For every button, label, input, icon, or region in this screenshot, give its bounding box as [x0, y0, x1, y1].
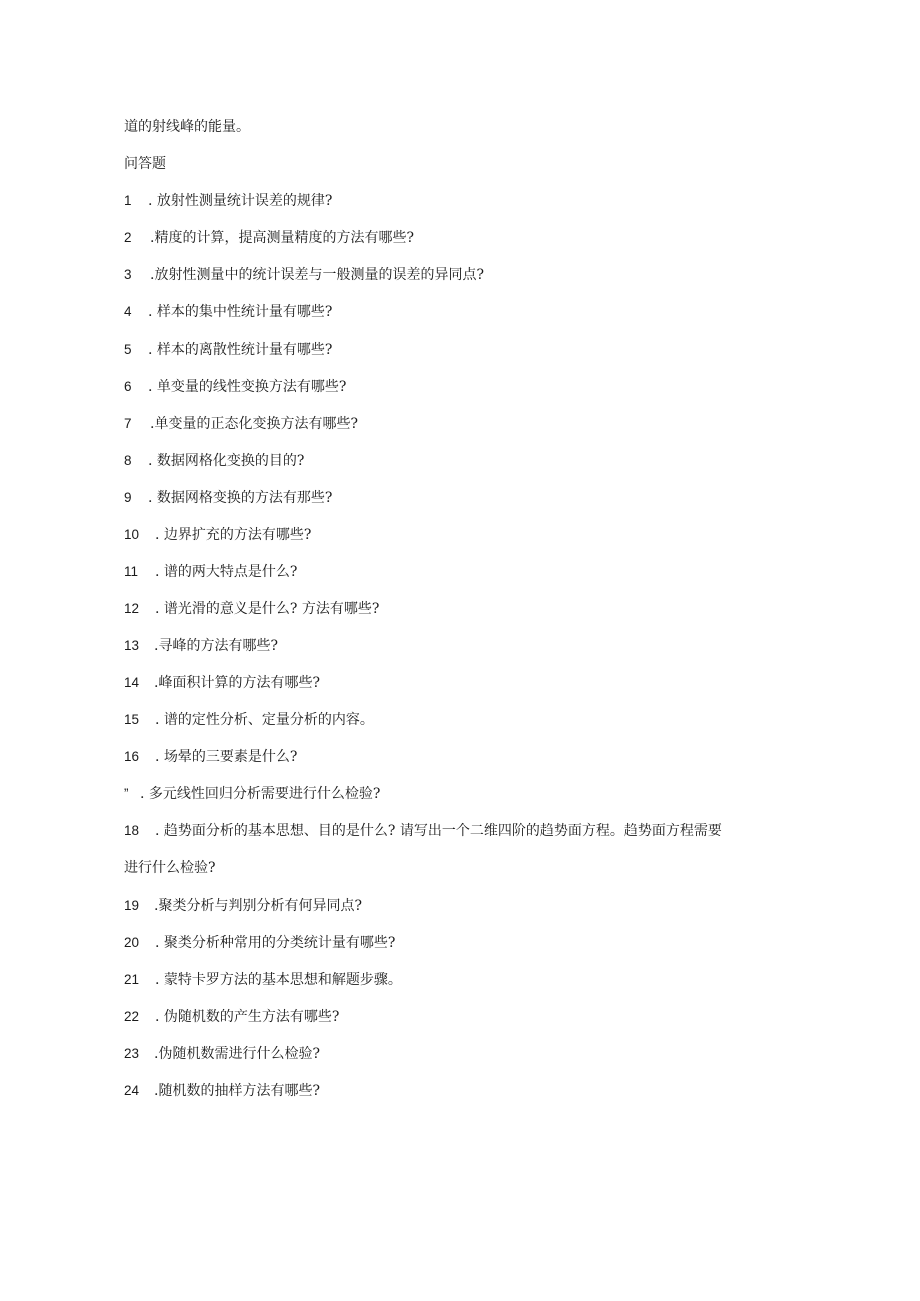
- question-number: 23: [124, 1046, 140, 1061]
- question-number: 1: [124, 193, 132, 208]
- question-text: . 谱的两大特点是什么?: [155, 564, 298, 580]
- question-number: 22: [124, 1009, 140, 1024]
- question-text: . 聚类分析种常用的分类统计量有哪些?: [155, 935, 396, 951]
- question-item: [124, 897, 362, 915]
- question-item: [124, 674, 320, 692]
- question-item: [124, 934, 395, 952]
- question-number: 3: [124, 267, 132, 282]
- question-number: 12: [124, 601, 140, 616]
- intro-text: 道的射线峰的能量。: [124, 119, 250, 135]
- question-number: 13: [124, 638, 140, 653]
- question-text: . 蒙特卡罗方法的基本思想和解题步骤。: [155, 972, 402, 988]
- section-title: [124, 155, 166, 173]
- question-item: [124, 711, 374, 729]
- question-number: 6: [124, 379, 132, 394]
- question-item: [124, 637, 278, 655]
- question-item: [124, 378, 346, 396]
- question-text: . 趋势面分析的基本思想、目的是什么? 请写出一个二维四阶的趋势面方程。趋势面方程需要: [155, 823, 722, 839]
- question-number: 5: [124, 342, 132, 357]
- question-item: [124, 303, 332, 321]
- question-item: [124, 785, 380, 803]
- question-item: [124, 600, 379, 618]
- question-item: [124, 526, 311, 544]
- question-text: . 场晕的三要素是什么?: [155, 749, 298, 765]
- question-text: .聚类分析与判别分析有何异同点?: [154, 898, 362, 914]
- question-number: ”: [124, 786, 129, 801]
- question-item: [124, 341, 332, 359]
- question-item: [124, 748, 297, 766]
- question-item: [124, 1082, 320, 1100]
- question-number: 9: [124, 490, 132, 505]
- question-number: 21: [124, 972, 140, 987]
- question-text: . 数据网格变换的方法有那些?: [148, 490, 333, 506]
- section-title-text: 问答题: [124, 156, 166, 172]
- question-item: [124, 266, 484, 284]
- question-text: . 数据网格化变换的目的?: [148, 453, 305, 469]
- question-item-continuation: [124, 859, 216, 877]
- question-text: . 伪随机数的产生方法有哪些?: [155, 1009, 340, 1025]
- question-text: .峰面积计算的方法有哪些?: [154, 675, 320, 691]
- question-number: 16: [124, 749, 140, 764]
- intro-line: [124, 118, 250, 136]
- question-text: . 单变量的线性变换方法有哪些?: [148, 379, 347, 395]
- question-item: [124, 415, 358, 433]
- question-number: 10: [124, 527, 140, 542]
- question-item: [124, 971, 402, 989]
- question-number: 14: [124, 675, 140, 690]
- question-item: [124, 192, 332, 210]
- question-number: 20: [124, 935, 140, 950]
- question-item: [124, 489, 332, 507]
- question-text: .单变量的正态化变换方法有哪些?: [150, 416, 358, 432]
- question-text: . 放射性测量统计误差的规律?: [148, 193, 333, 209]
- question-number: 7: [124, 416, 132, 431]
- question-text: . 谱光滑的意义是什么? 方法有哪些?: [155, 601, 380, 617]
- question-text: . 样本的离散性统计量有哪些?: [148, 342, 333, 358]
- question-item: [124, 1008, 339, 1026]
- question-number: 4: [124, 304, 132, 319]
- question-number: 8: [124, 453, 132, 468]
- question-text: .寻峰的方法有哪些?: [154, 638, 278, 654]
- question-number: 18: [124, 823, 140, 838]
- question-item: [124, 1045, 320, 1063]
- question-text: . 边界扩充的方法有哪些?: [155, 527, 312, 543]
- question-text: .精度的计算，提高测量精度的方法有哪些?: [150, 230, 414, 246]
- question-number: 24: [124, 1083, 140, 1098]
- question-text: .随机数的抽样方法有哪些?: [154, 1083, 320, 1099]
- question-item: [124, 563, 297, 581]
- question-item: [124, 229, 414, 247]
- question-item: [124, 822, 722, 840]
- question-text: 进行什么检验?: [124, 860, 216, 876]
- question-number: 11: [124, 564, 139, 579]
- question-text: . 多元线性回归分析需要进行什么检验?: [140, 786, 381, 802]
- question-text: . 谱的定性分析、定量分析的内容。: [155, 712, 374, 728]
- question-item: [124, 452, 304, 470]
- question-text: . 样本的集中性统计量有哪些?: [148, 304, 333, 320]
- question-number: 15: [124, 712, 140, 727]
- question-text: .放射性测量中的统计误差与一般测量的误差的异同点?: [150, 267, 484, 283]
- question-number: 19: [124, 898, 140, 913]
- question-number: 2: [124, 230, 132, 245]
- question-text: .伪随机数需进行什么检验?: [154, 1046, 320, 1062]
